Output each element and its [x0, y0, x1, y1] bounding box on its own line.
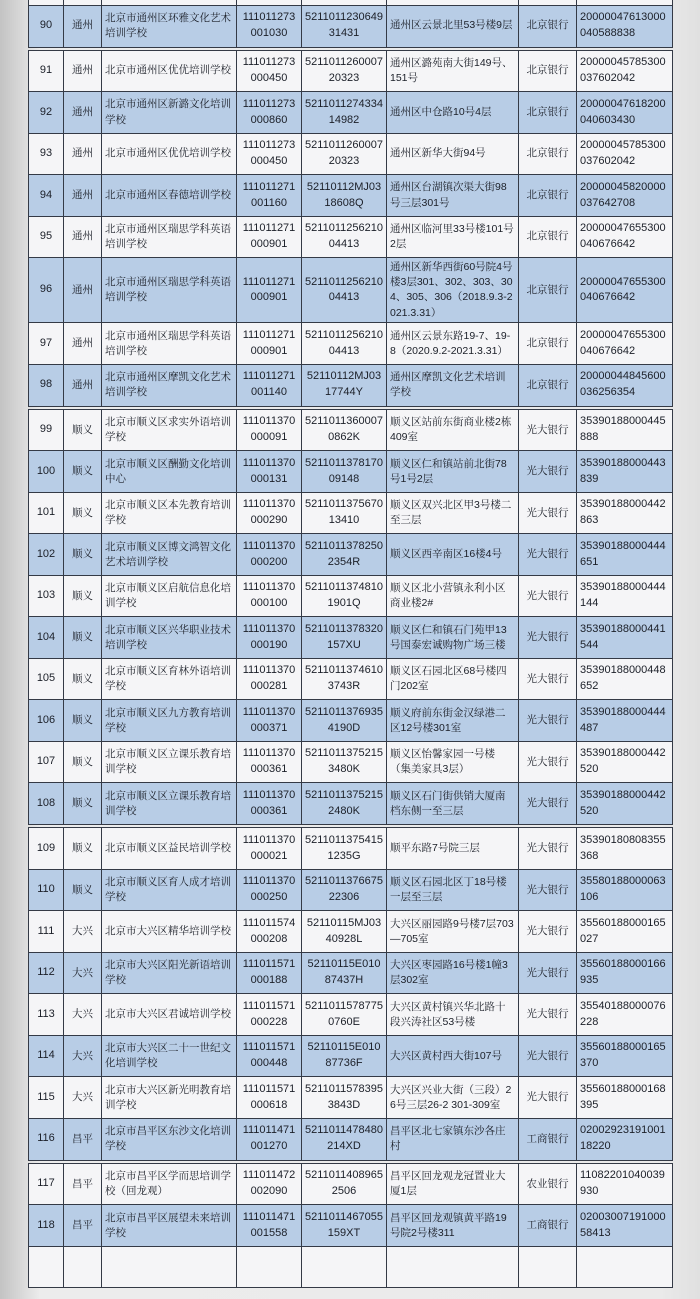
school-name-cell: 北京市通州区瑞思学科英语培训学校 [101, 323, 236, 364]
row-number-cell: 103 [36, 589, 56, 602]
table-row [28, 741, 673, 784]
district-cell: 顺义 [63, 617, 101, 658]
address-cell: 顺义区石门街供销大厦南档东侧一至三层 [386, 783, 518, 824]
district-cell: 通州 [63, 134, 101, 175]
license-number-cell: 111011472002090 [236, 1164, 301, 1205]
row-number-cell: 117 [37, 1177, 55, 1190]
district-cell: 昌平 [63, 1205, 101, 1246]
district-cell: 昌平 [63, 1119, 101, 1160]
row-number-cell: 98 [39, 378, 53, 391]
row-number-cell: 106 [36, 713, 56, 726]
row-number-cell: 92 [39, 105, 53, 118]
row-number-cell: 100 [36, 464, 56, 477]
table-row [28, 782, 673, 825]
account-number-cell: 20000047655300040676642 [576, 258, 672, 323]
row-number-cell: 91 [39, 64, 53, 77]
district-cell [63, 0, 101, 5]
school-name-cell: 北京市顺义区兴华职业技术培训学校 [101, 617, 236, 658]
registry-table-body [28, 5, 674, 1248]
table-row [28, 216, 673, 259]
table-row [28, 658, 673, 701]
address-cell: 顺义区北小营镇永利小区商业楼2# [386, 576, 518, 617]
address-cell: 昌平区回龙观龙冠置业大厦1层 [386, 1164, 518, 1205]
school-name-cell: 北京市大兴区阳光新语培训学校 [101, 953, 236, 994]
account-number-cell: 11082201040039930 [576, 1164, 672, 1205]
row-number-cell: 109 [36, 841, 56, 854]
table-row [28, 174, 673, 217]
district-cell: 大兴 [63, 1036, 101, 1077]
school-name-cell: 北京市顺义区立课乐教育培训学校 [101, 783, 236, 824]
district-cell: 通州 [63, 217, 101, 258]
bank-cell [518, 1247, 576, 1287]
credit-code-cell: 521101137567013410 [301, 493, 386, 534]
bank-cell: 光大银行 [518, 534, 576, 575]
credit-code-cell: 521101125621004413 [301, 258, 386, 323]
license-number-cell: 111011271000901 [236, 217, 301, 258]
license-number-cell: 111011370000131 [236, 451, 301, 492]
school-name-cell: 北京市顺义区博文鸿智文化艺术培训学校 [101, 534, 236, 575]
district-cell [63, 1247, 101, 1287]
credit-code-cell: 52110113752152480K [301, 783, 386, 824]
credit-code-cell: 52110113600070862K [301, 410, 386, 451]
school-name-cell: 北京市昌平区学而思培训学校（回龙观） [101, 1164, 236, 1205]
row-number-cell: 90 [39, 19, 53, 32]
account-number-cell: 20000047613000040588838 [576, 6, 672, 47]
license-number-cell: 111011370000100 [236, 576, 301, 617]
address-cell: 顺义区双兴北区甲3号楼二至三层 [386, 493, 518, 534]
bank-cell: 光大银行 [518, 659, 576, 700]
account-number-cell: 35390188000444487 [576, 700, 672, 741]
district-cell: 顺义 [63, 534, 101, 575]
credit-code-cell: 52110112MJ0318608Q [301, 175, 386, 216]
school-name-cell: 北京市顺义区启航信息化培训学校 [101, 576, 236, 617]
district-cell: 顺义 [63, 828, 101, 869]
table-row [28, 533, 673, 576]
address-cell: 大兴区黄村镇兴华北路十段兴涛社区53号楼 [386, 994, 518, 1035]
account-number-cell: 35390188000444651 [576, 534, 672, 575]
account-number-cell: 0200292319100118220 [576, 1119, 672, 1160]
license-number-cell: 111011370000190 [236, 617, 301, 658]
school-name-cell: 北京市通州区优优培训学校 [101, 134, 236, 175]
credit-code-cell: 521101127433414982 [301, 92, 386, 133]
district-cell: 通州 [63, 323, 101, 364]
account-number-cell [576, 1247, 672, 1287]
school-name-cell: 北京市大兴区新光明教育培训学校 [101, 1077, 236, 1118]
license-number-cell: 111011370000371 [236, 700, 301, 741]
address-cell [386, 0, 518, 5]
bank-cell: 光大银行 [518, 451, 576, 492]
table-row [28, 257, 673, 324]
credit-code-cell: 521101125621004413 [301, 217, 386, 258]
district-cell: 顺义 [63, 451, 101, 492]
row-number-cell: 108 [36, 796, 56, 809]
credit-code-cell: 52110112MJ0317744Y [301, 365, 386, 406]
table-row-partial-bottom [28, 1246, 673, 1288]
address-cell: 顺义区仁和镇石门苑甲13号国泰宏诚购物广场三楼 [386, 617, 518, 658]
license-number-cell: 111011574000208 [236, 911, 301, 952]
license-number-cell: 111011370000281 [236, 659, 301, 700]
account-number-cell: 35390180808355368 [576, 828, 672, 869]
bank-cell: 工商银行 [518, 1205, 576, 1246]
address-cell: 通州区新华大街94号 [386, 134, 518, 175]
bank-cell: 北京银行 [518, 258, 576, 323]
credit-code-cell: 521101126000720323 [301, 51, 386, 92]
row-number-cell: 101 [36, 506, 56, 519]
district-cell: 通州 [63, 258, 101, 323]
table-row [28, 1204, 673, 1247]
license-number-cell [236, 0, 301, 5]
district-cell: 顺义 [63, 742, 101, 783]
school-name-cell: 北京市通州区优优培训学校 [101, 51, 236, 92]
row-number-cell: 104 [36, 630, 56, 643]
account-number-cell: 35390188000443839 [576, 451, 672, 492]
school-name-cell [101, 1247, 236, 1287]
account-number-cell: 35390188000442863 [576, 493, 672, 534]
address-cell: 顺义区站前东街商业楼2栋409室 [386, 410, 518, 451]
license-number-cell: 111011273000450 [236, 51, 301, 92]
bank-cell: 光大银行 [518, 783, 576, 824]
account-number-cell [576, 0, 672, 5]
row-number-cell: 116 [37, 1132, 55, 1145]
account-number-cell: 20000047655300040676642 [576, 323, 672, 364]
address-cell: 通州区云景东路19-7、19-8（2020.9.2-2021.3.31） [386, 323, 518, 364]
table-row [28, 993, 673, 1036]
table-row [28, 91, 673, 134]
bank-cell: 北京银行 [518, 134, 576, 175]
address-cell: 昌平区回龙观镇黄平路19号院2号楼311 [386, 1205, 518, 1246]
license-number-cell: 111011273000450 [236, 134, 301, 175]
district-cell: 顺义 [63, 783, 101, 824]
address-cell [386, 1247, 518, 1287]
account-number-cell: 35560188000166935 [576, 953, 672, 994]
table-row [28, 1076, 673, 1119]
account-number-cell: 20000047655300040676642 [576, 217, 672, 258]
school-name-cell: 北京市顺义区九方教育培训学校 [101, 700, 236, 741]
district-cell: 大兴 [63, 953, 101, 994]
bank-cell: 光大银行 [518, 742, 576, 783]
table-row [28, 952, 673, 995]
bank-cell [518, 0, 576, 5]
district-cell: 大兴 [63, 1077, 101, 1118]
credit-code-cell: 52110115E01087736F [301, 1036, 386, 1077]
address-cell: 顺义府前东街金汉绿港二区12号楼301室 [386, 700, 518, 741]
credit-code-cell: 521101125621004413 [301, 323, 386, 364]
row-number-cell: 111 [37, 924, 55, 937]
account-number-cell: 20000045785300037602042 [576, 134, 672, 175]
address-cell: 顺平东路7号院三层 [386, 828, 518, 869]
credit-code-cell: 5211011378320157XU [301, 617, 386, 658]
row-number-cell: 94 [39, 188, 53, 201]
bank-cell: 光大银行 [518, 828, 576, 869]
district-cell: 顺义 [63, 870, 101, 911]
credit-code-cell: 521101137667522306 [301, 870, 386, 911]
school-name-cell: 北京市顺义区育人成才培训学校 [101, 870, 236, 911]
credit-code-cell: 52110113746103743R [301, 659, 386, 700]
district-cell: 昌平 [63, 1164, 101, 1205]
school-name-cell: 北京市通州区新潞文化培训学校 [101, 92, 236, 133]
license-number-cell: 111011370000250 [236, 870, 301, 911]
row-number-cell: 115 [37, 1090, 55, 1103]
license-number-cell: 111011571000228 [236, 994, 301, 1035]
row-number-cell: 97 [39, 336, 53, 349]
bank-cell: 光大银行 [518, 576, 576, 617]
account-number-cell: 20000047618200040603430 [576, 92, 672, 133]
bank-cell: 北京银行 [518, 175, 576, 216]
row-number-cell: 96 [39, 283, 53, 296]
school-name-cell: 北京市大兴区精华培训学校 [101, 911, 236, 952]
credit-code-cell: 52110113769354190D [301, 700, 386, 741]
school-name-cell: 北京市昌平区东沙文化培训学校 [101, 1119, 236, 1160]
table-row [28, 575, 673, 618]
account-number-cell: 35540188000076228 [576, 994, 672, 1035]
bank-cell: 工商银行 [518, 1119, 576, 1160]
district-cell: 顺义 [63, 659, 101, 700]
school-name-cell: 北京市通州区瑞思学科英语培训学校 [101, 258, 236, 323]
district-cell: 顺义 [63, 410, 101, 451]
credit-code-cell [301, 1247, 386, 1287]
address-cell: 顺义区仁和镇站前北街78号1号2层 [386, 451, 518, 492]
address-cell: 大兴区丽园路9号楼7层703—705室 [386, 911, 518, 952]
account-number-cell: 35560188000165370 [576, 1036, 672, 1077]
license-number-cell: 111011273000860 [236, 92, 301, 133]
credit-code-cell: 521101137817009148 [301, 451, 386, 492]
district-cell: 通州 [63, 92, 101, 133]
credit-code-cell: 52110115MJ0340928L [301, 911, 386, 952]
table-row [28, 492, 673, 535]
bank-cell: 光大银行 [518, 617, 576, 658]
account-number-cell: 35560188000165027 [576, 911, 672, 952]
bank-cell: 光大银行 [518, 493, 576, 534]
bank-cell: 农业银行 [518, 1164, 576, 1205]
license-number-cell: 111011271000901 [236, 258, 301, 323]
address-cell: 顺义区石园北区丁18号楼一层至三层 [386, 870, 518, 911]
table-row [28, 409, 673, 452]
table-row [28, 5, 673, 48]
license-number-cell: 111011571000188 [236, 953, 301, 994]
table-row [28, 1035, 673, 1078]
school-name-cell: 北京市通州区摩凯文化艺术培训学校 [101, 365, 236, 406]
address-cell: 顺义区西辛南区16楼4号 [386, 534, 518, 575]
row-number-cell: 114 [37, 1049, 55, 1062]
district-cell: 通州 [63, 175, 101, 216]
credit-code-cell: 52110115E01087437H [301, 953, 386, 994]
address-cell: 通州区临河里33号楼101号2层 [386, 217, 518, 258]
account-number-cell: 0200300719100058413 [576, 1205, 672, 1246]
table-row [28, 364, 673, 407]
row-number-cell: 118 [37, 1218, 55, 1231]
account-number-cell: 35390188000442520 [576, 742, 672, 783]
bank-cell: 光大银行 [518, 1077, 576, 1118]
school-name-cell: 北京市通州区瑞思学科英语培训学校 [101, 217, 236, 258]
table-row [28, 50, 673, 93]
table-row [28, 1163, 673, 1206]
account-number-cell: 35390188000444144 [576, 576, 672, 617]
credit-code-cell: 5211011478480214XD [301, 1119, 386, 1160]
license-number-cell: 111011370000361 [236, 742, 301, 783]
bank-cell: 光大银行 [518, 911, 576, 952]
row-number-cell: 107 [36, 755, 56, 768]
credit-code-cell: 52110113748101901Q [301, 576, 386, 617]
school-name-cell: 北京市顺义区本先教育培训学校 [101, 493, 236, 534]
credit-code-cell: 521101126000720323 [301, 134, 386, 175]
district-cell: 大兴 [63, 994, 101, 1035]
license-number-cell: 111011273001030 [236, 6, 301, 47]
school-name-cell: 北京市顺义区立课乐教育培训学校 [101, 742, 236, 783]
address-cell: 通州区云景北里53号楼9层 [386, 6, 518, 47]
bank-cell: 北京银行 [518, 365, 576, 406]
table-row [28, 699, 673, 742]
table-row [28, 133, 673, 176]
district-cell: 通州 [63, 51, 101, 92]
table-row [28, 910, 673, 953]
credit-code-cell: 52110113754151235G [301, 828, 386, 869]
row-number-cell: 113 [37, 1007, 55, 1020]
school-name-cell: 北京市昌平区展望未来培训学校 [101, 1205, 236, 1246]
school-name-cell: 北京市通州区春德培训学校 [101, 175, 236, 216]
table-row [28, 322, 673, 365]
credit-code-cell: 52110113782502354R [301, 534, 386, 575]
district-cell: 通州 [63, 6, 101, 47]
table-row [28, 616, 673, 659]
license-number-cell: 111011271001160 [236, 175, 301, 216]
account-number-cell: 35390188000445888 [576, 410, 672, 451]
address-cell: 通州区摩凯文化艺术培训学校 [386, 365, 518, 406]
credit-code-cell: 52110114089652506 [301, 1164, 386, 1205]
license-number-cell: 111011370000361 [236, 783, 301, 824]
row-number-cell: 95 [39, 230, 53, 243]
license-number-cell: 111011370000290 [236, 493, 301, 534]
license-number-cell: 111011370000200 [236, 534, 301, 575]
credit-code-cell: 52110113752153480K [301, 742, 386, 783]
address-cell: 通州区中仓路10号4层 [386, 92, 518, 133]
row-number-cell: 99 [39, 423, 53, 436]
district-cell: 顺义 [63, 576, 101, 617]
account-number-cell: 20000044845600036256354 [576, 365, 672, 406]
address-cell: 昌平区北七家镇东沙各庄村 [386, 1119, 518, 1160]
license-number-cell [236, 1247, 301, 1287]
row-number-cell: 112 [37, 966, 55, 979]
table-row [28, 827, 673, 870]
school-name-cell: 北京市大兴区君诚培训学校 [101, 994, 236, 1035]
row-number-cell: 93 [39, 147, 53, 160]
row-number-cell: 102 [36, 547, 56, 560]
bank-cell: 光大银行 [518, 953, 576, 994]
registry-table [28, 0, 674, 1288]
credit-code-cell: 52110115783953843D [301, 1077, 386, 1118]
school-name-cell: 北京市顺义区求实外语培训学校 [101, 410, 236, 451]
credit-code-cell [301, 0, 386, 5]
account-number-cell: 35560188000168395 [576, 1077, 672, 1118]
bank-cell: 北京银行 [518, 217, 576, 258]
district-cell: 大兴 [63, 911, 101, 952]
bank-cell: 北京银行 [518, 323, 576, 364]
license-number-cell: 111011571000448 [236, 1036, 301, 1077]
table-row [28, 1118, 673, 1161]
district-cell: 通州 [63, 365, 101, 406]
credit-code-cell: 521101123064931431 [301, 6, 386, 47]
bank-cell: 光大银行 [518, 870, 576, 911]
row-number-cell: 110 [37, 883, 55, 896]
bank-cell: 光大银行 [518, 994, 576, 1035]
account-number-cell: 20000045820000037642708 [576, 175, 672, 216]
license-number-cell: 111011370000091 [236, 410, 301, 451]
bank-cell: 北京银行 [518, 51, 576, 92]
bank-cell: 光大银行 [518, 700, 576, 741]
license-number-cell: 111011471001270 [236, 1119, 301, 1160]
row-number-cell [29, 0, 63, 5]
table-row [28, 450, 673, 493]
bank-cell: 光大银行 [518, 1036, 576, 1077]
address-cell: 大兴区枣园路16号楼1幢3层302室 [386, 953, 518, 994]
account-number-cell: 35390188000442520 [576, 783, 672, 824]
license-number-cell: 111011271001140 [236, 365, 301, 406]
school-name-cell: 北京市大兴区二十一世纪文化培训学校 [101, 1036, 236, 1077]
row-number-cell: 105 [36, 672, 56, 685]
address-cell: 通州区台湖镇次渠大街98号三层301号 [386, 175, 518, 216]
address-cell: 通州区潞苑南大街149号、151号 [386, 51, 518, 92]
school-name-cell: 北京市通州区环雅文化艺术培训学校 [101, 6, 236, 47]
license-number-cell: 111011471001558 [236, 1205, 301, 1246]
account-number-cell: 35390188000448652 [576, 659, 672, 700]
school-name-cell: 北京市顺义区益民培训学校 [101, 828, 236, 869]
license-number-cell: 111011271000901 [236, 323, 301, 364]
district-cell: 顺义 [63, 700, 101, 741]
address-cell: 大兴区兴业大街（三段）26号三层26-2 301-309室 [386, 1077, 518, 1118]
school-name-cell [101, 0, 236, 5]
credit-code-cell: 52110115787750760E [301, 994, 386, 1035]
bank-cell: 光大银行 [518, 410, 576, 451]
table-row [28, 869, 673, 912]
row-number-cell [29, 1247, 63, 1287]
bank-cell: 北京银行 [518, 6, 576, 47]
bank-cell: 北京银行 [518, 92, 576, 133]
address-cell: 顺义区石园北区68号楼四门202室 [386, 659, 518, 700]
account-number-cell: 20000045785300037602042 [576, 51, 672, 92]
credit-code-cell: 5211011467055159XT [301, 1205, 386, 1246]
district-cell: 顺义 [63, 493, 101, 534]
school-name-cell: 北京市顺义区酬勤文化培训中心 [101, 451, 236, 492]
license-number-cell: 111011370000021 [236, 828, 301, 869]
address-cell: 顺义区怡馨家园一号楼（集美家具3层） [386, 742, 518, 783]
account-number-cell: 35580188000063106 [576, 870, 672, 911]
school-name-cell: 北京市顺义区育林外语培训学校 [101, 659, 236, 700]
license-number-cell: 111011571000618 [236, 1077, 301, 1118]
account-number-cell: 35390188000441544 [576, 617, 672, 658]
address-cell: 通州区新华西街60号院4号楼3层301、302、303、304、305、306（2018.9.3-2021.3.31） [386, 258, 518, 323]
address-cell: 大兴区黄村西大街107号 [386, 1036, 518, 1077]
